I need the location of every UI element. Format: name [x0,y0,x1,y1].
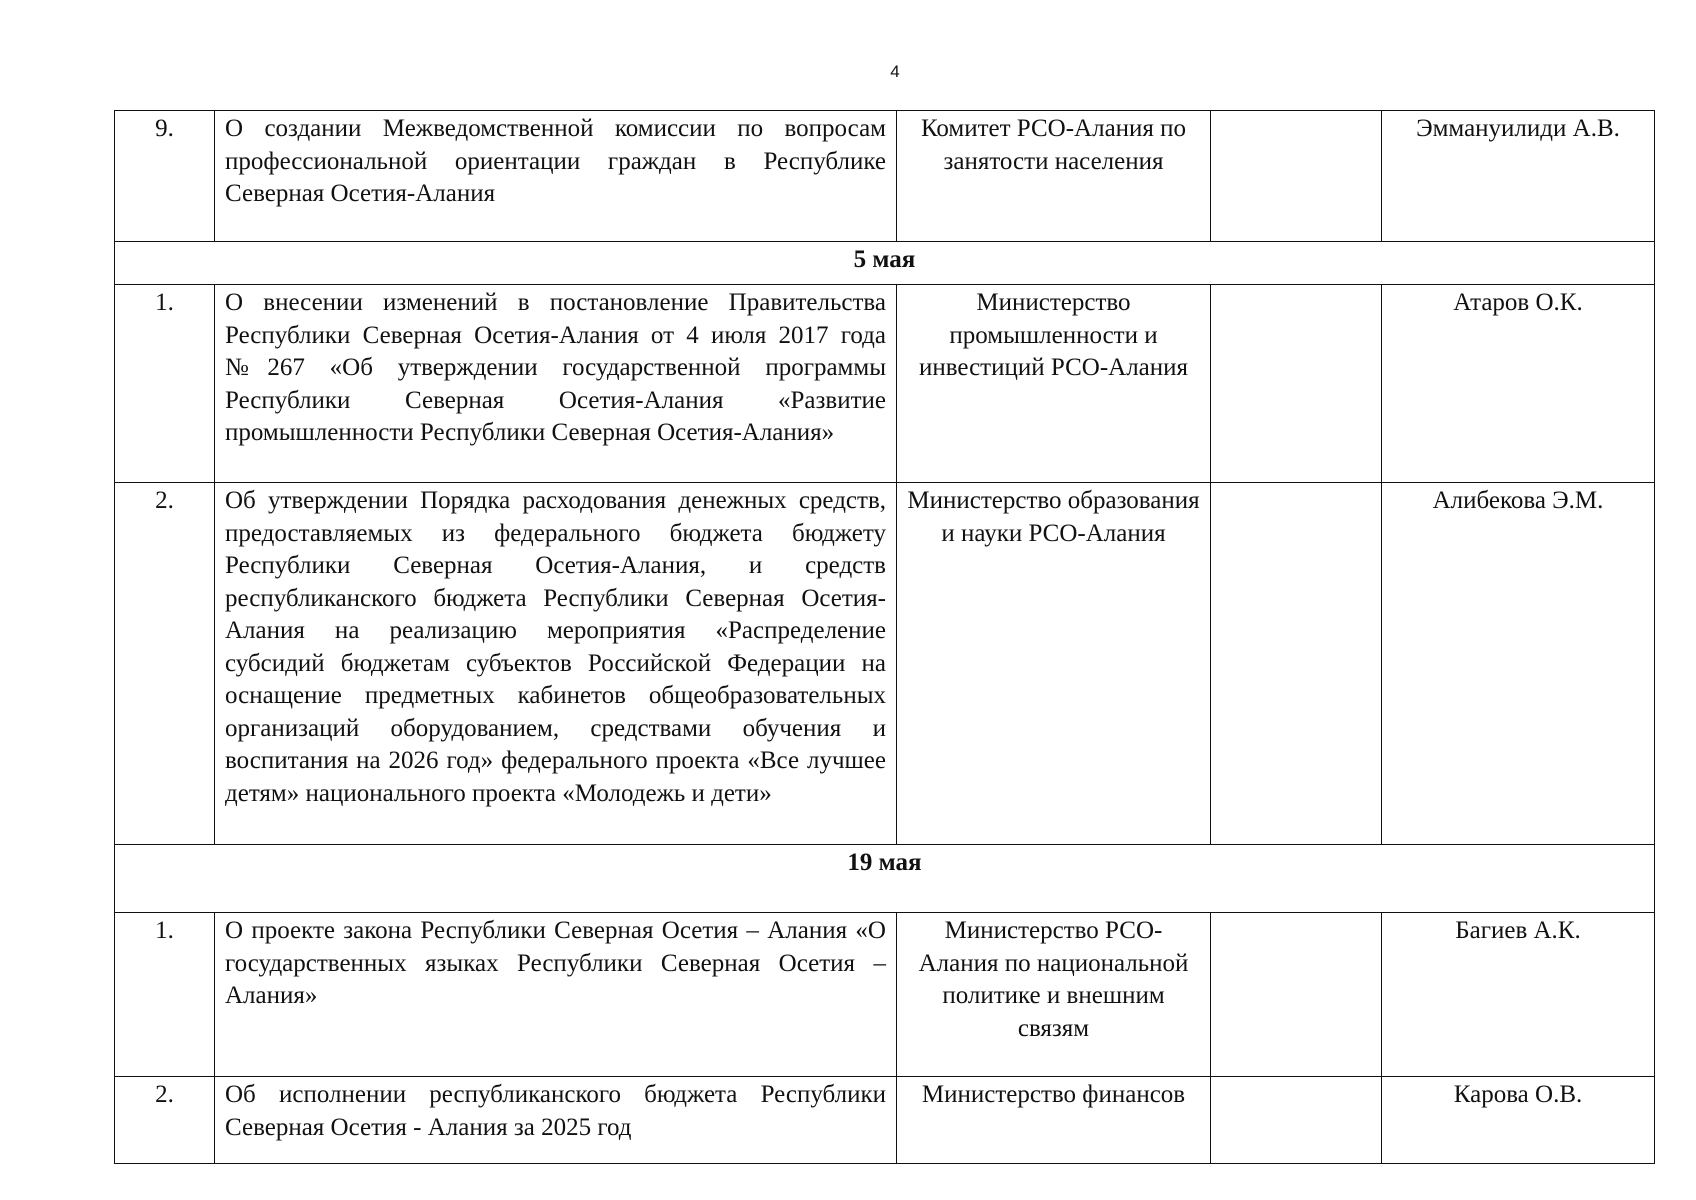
item-number: 1. [115,285,215,483]
item-empty-cell [1211,285,1382,483]
item-department: Министерство РСО-Алания по национальной политике и внешним связям [897,913,1211,1077]
item-number: 1. [115,913,215,1077]
item-number: 9. [115,111,215,242]
item-department: Министерство образования и науки РСО-Алания [897,483,1211,845]
item-number: 2. [115,1077,215,1164]
item-responsible: Атаров О.К. [1382,285,1655,483]
table-row [115,1077,1655,1164]
item-department: Министерство промышленности и инвестиций РСО-Алания [897,285,1211,483]
item-number: 2. [115,483,215,845]
item-responsible: Алибекова Э.М. [1382,483,1655,845]
date-row [115,242,1655,285]
item-title: Об исполнении республиканского бюджета Республики Северная Осетия - Алания за 2025 год [215,1077,897,1164]
date-row [115,845,1655,913]
item-responsible: Багиев А.К. [1382,913,1655,1077]
item-empty-cell [1211,483,1382,845]
agenda-table [114,110,1655,1164]
item-department: Министерство финансов [897,1077,1211,1164]
table-row [115,913,1655,1077]
item-responsible: Эммануилиди А.В. [1382,111,1655,242]
item-title: О проекте закона Республики Северная Осетия – Алания «О государственных языках Республики Северная Осетия – Алания» [215,913,897,1077]
item-empty-cell [1211,1077,1382,1164]
item-title: О внесении изменений в постановление Правительства Республики Северная Осетия-Алания от 4 июля 2017 года №267 «Об утверждении государственной программы Республики Северная Осетия-Алания «Развитие промышленности Республики Северная Осетия-Алания» [215,285,897,483]
item-title: Об утверждении Порядка расходования денежных средств, предоставляемых из федерального бюджета бюджету Республики Северная Осетия-Алания, и средств республиканского бюджета Республики Северная Осетия-Алания на реализацию мероприятия «Распределение субсидий бюджетам субъектов Российской Федерации на оснащение предметных кабинетов общеобразовательных организаций оборудованием, средствами обучения и воспитания на 2026 год» федерального проекта «Все лучшее детям» национального проекта «Молодежь и дети» [215,483,897,845]
item-department: Комитет РСО-Алания по занятости населения [897,111,1211,242]
item-empty-cell [1211,111,1382,242]
item-title: О создании Межведомственной комиссии по вопросам профессиональной ориентации граждан в Республике Северная Осетия-Алания [215,111,897,242]
page-number: 4 [890,62,900,81]
table-row [115,111,1655,242]
date-label: 19 мая [115,845,1655,913]
item-responsible: Карова О.В. [1382,1077,1655,1164]
table-row [115,483,1655,845]
table-row [115,285,1655,483]
date-label: 5 мая [115,242,1655,285]
item-empty-cell [1211,913,1382,1077]
